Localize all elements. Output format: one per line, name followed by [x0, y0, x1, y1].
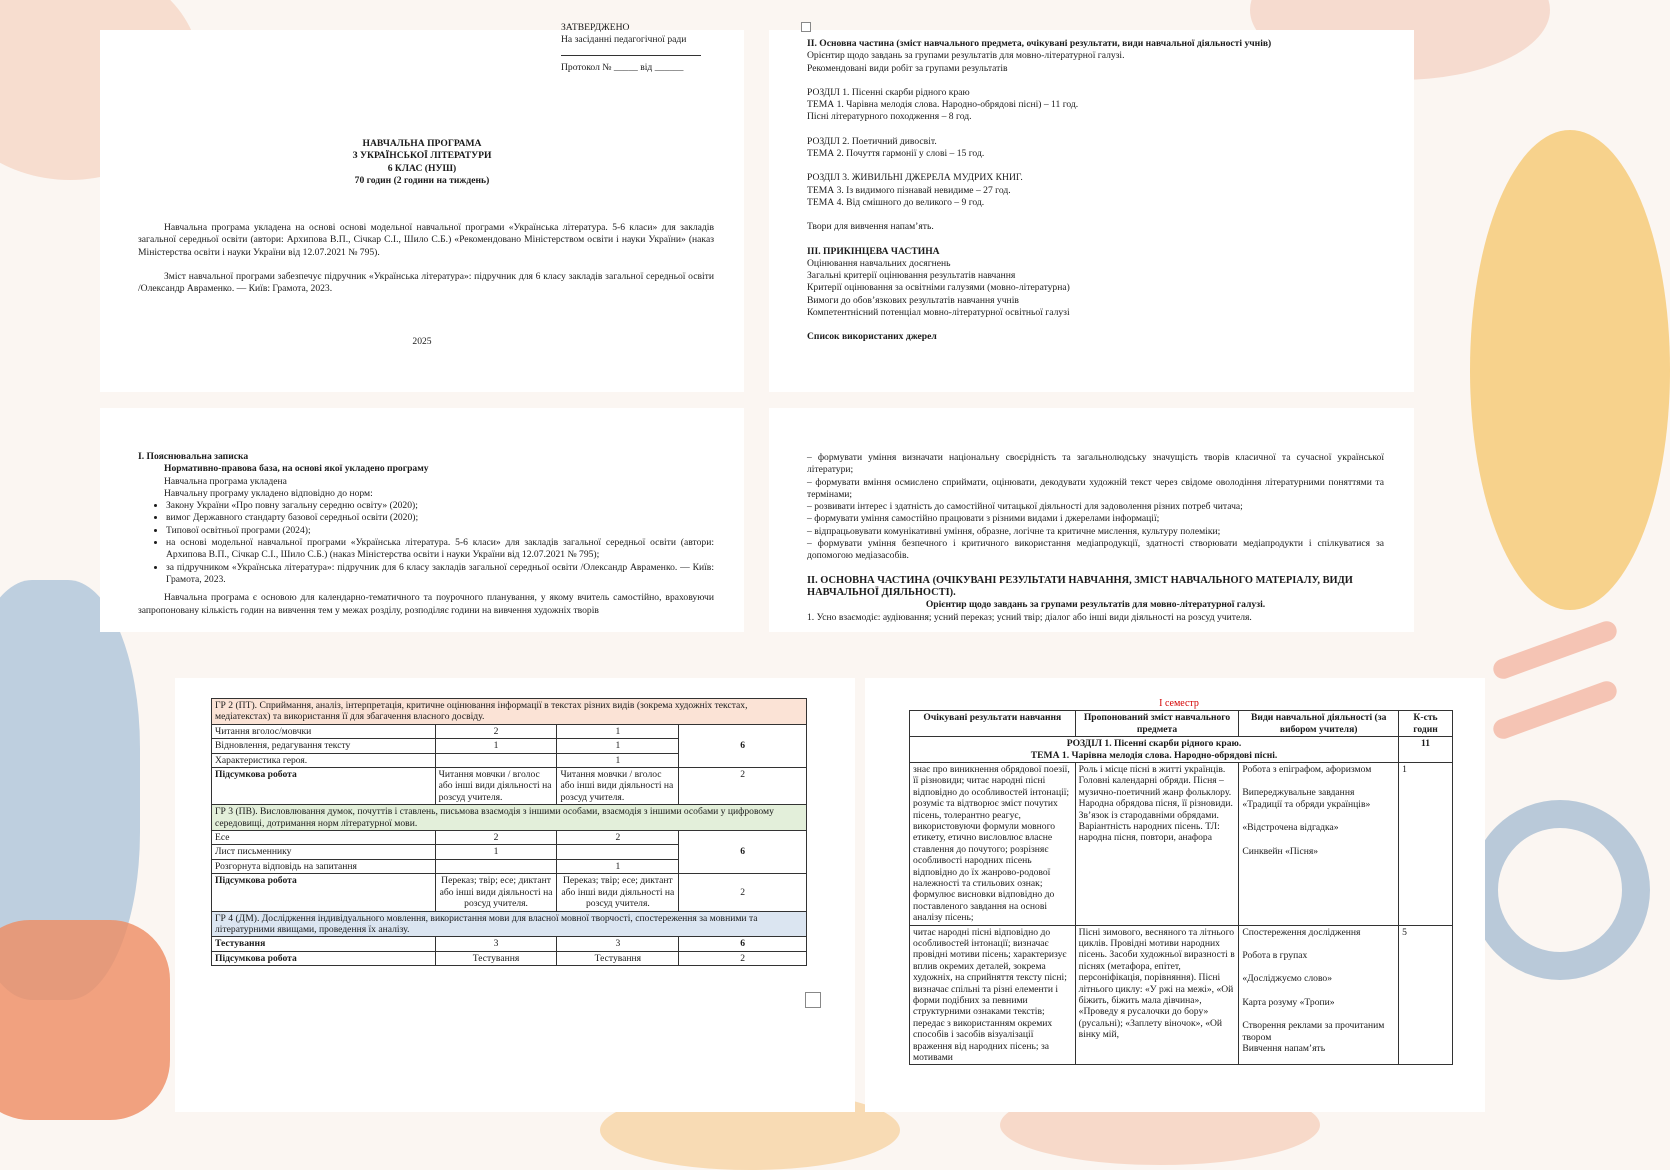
activity-item: «Досліджуємо слово» — [1242, 973, 1333, 985]
content-cell: Роль і місце пісні в житті українців. Головні календарні обряди. Пісня – музично-поетичний жанр фольклору. Народна обрядова пісня, її різновиди. Зв’язок із стародавніми обрядами. Варіантність народних пісень. ТЛ: народна пісня, повтори, анафора — [1075, 762, 1239, 925]
decor-orange-blob — [1470, 130, 1670, 610]
table-cell: 1 — [557, 739, 679, 753]
semester-table — [909, 710, 1453, 1065]
group-4-description: ГР 4 (ДМ). Дослідження індивідуального мовлення, використання мови для власної мовної творчості, спостереження за мовними та літературними явищами, проведення їх аналізу. — [212, 911, 807, 937]
table-row — [212, 911, 807, 937]
contents-theme-1b: Пісні літературного походження – 8 год. — [807, 111, 972, 123]
intro-paragraph-1: Навчальна програма укладена на основі основі модельної навчальної програми «Українська література. 5-6 класи» для закладів загальної середньої освіти (автори: Архипова В.П., Січкар С.І., Шило С.Б.) «Рекомендовано Міністерством освіти і науки України» (наказ Міністерства освіти і науки України від 12.07.2021 № 795). — [138, 222, 714, 258]
hours-cell: 1 — [1399, 762, 1453, 925]
table-cell: Лист письменнику — [212, 845, 436, 859]
decor-stripe-peach — [1490, 618, 1619, 681]
note-bullet: • вимог Державного стандарту базової середньої освіти (2020); — [166, 512, 714, 524]
goal-item: – формувати уміння безпечного і критичного використання медіапродукції, здатності створювати медіапродукти і спілкуватися за допомогою медіазасобів. — [807, 538, 1384, 562]
hours-cell: 5 — [1399, 925, 1453, 1065]
stamp-council: На засіданні педагогічної ради — [561, 34, 687, 45]
column-header: Очікувані результати навчання — [910, 711, 1076, 737]
groups-table — [211, 698, 807, 966]
table-cell: 2 — [557, 831, 679, 845]
contents-works: Твори для вивчення напам’ять. — [807, 221, 934, 233]
table-cell: Есе — [212, 831, 436, 845]
document-page-contents — [769, 30, 1414, 392]
section-hours: 11 — [1399, 737, 1453, 763]
document-page-groups-table — [175, 678, 855, 1112]
group-3-description: ГР 3 (ПВ). Висловлювання думок, почуттів і ставлень, письмова взаємодія з іншими особами, взаємодія з іншими особами у цифровому середовищі, дотримання норм літературної мови. — [212, 805, 807, 831]
results-cell: знає про виникнення обрядової поезії, її різновиди; читає народні пісні відповідно до особливостей інтонації; розуміє та відтворює зміст почутих пісень, толерантно реагує, використовуючи формули мовного етикету, етично висловлює власне ставлення до почутого; розрізняє особливості народних пісень відповідно до їх жанрово-родової належності та стильових ознак; формулює висновки відповідно до поставленого завдання на основі аналізу пісень; — [910, 762, 1076, 925]
activity-item: Робота з епіграфом, афоризмом — [1242, 763, 1372, 775]
activity-item: Спостереження дослідження — [1242, 926, 1361, 938]
table-cell: Підсумкова робота — [212, 768, 436, 805]
goal-item: – розвивати інтерес і здатність до самостійної читацької діяльності для задоволення різних потреб читача; — [807, 501, 1243, 513]
semester-title: І семестр — [1159, 698, 1199, 709]
contents-theme-1: ТЕМА 1. Чарівна мелодія слова. Народно-обрядові пісні) – 11 год. — [807, 99, 1079, 111]
table-row — [212, 951, 807, 965]
table-cell-total: 6 — [679, 831, 807, 874]
contents-theme-2: ТЕМА 2. Почуття гармонії у слові – 15 год. — [807, 148, 985, 160]
table-row — [212, 699, 807, 725]
page-marker — [801, 22, 811, 32]
column-header: Пропонований зміст навчального предмета — [1075, 711, 1239, 737]
contents-sources: Список використаних джерел — [807, 331, 937, 343]
table-cell: Підсумкова робота — [212, 874, 436, 911]
table-cell — [435, 859, 557, 873]
note-bullet: • Закону України «Про повну загальну середню освіту» (2020); — [166, 500, 714, 512]
activity-item: Створення реклами за прочитаним твором — [1242, 1020, 1385, 1043]
table-cell: Переказ; твір; есе; диктант або інші види діяльності на розсуд учителя. — [557, 874, 679, 911]
document-page-title — [100, 22, 744, 392]
group-2-description: ГР 2 (ПТ). Сприймання, аналіз, інтерпретація, критичне оцінювання інформації в текстах різних видів (зокрема художніх текстах, медіатекстах) та використання її для збагачення власного досвіду. — [212, 699, 807, 725]
table-row — [212, 874, 807, 911]
table-cell: Підсумкова робота — [212, 951, 436, 965]
table-row — [910, 762, 1453, 925]
column-header: К-сть годин — [1399, 711, 1453, 737]
note-bullet: • Типової освітньої програми (2024); — [166, 525, 714, 537]
stamp-approved: ЗАТВЕРДЖЕНО — [561, 22, 630, 33]
goal-item: – формувати вміння осмислено сприймати, оцінювати, декодувати художній текст через свідоме оволодіння літературними поняттями та термінами; — [807, 476, 1384, 500]
activity-item: Випереджувальне завдання «Традиції та обряди українців» — [1242, 787, 1371, 810]
table-cell: Переказ; твір; есе; диктант або інші види діяльності на розсуд учителя. — [435, 874, 557, 911]
goal-item: – відпрацьовувати комунікативні уміння, образне, логічне та критичне мислення, культуру полеміки; — [807, 525, 1221, 537]
program-title: НАВЧАЛЬНА ПРОГРАМА — [362, 138, 482, 149]
intro-paragraph-2: Зміст навчальної програми забезпечує підручник «Українська література»: підручник для 6 класу закладів загальної середньої освіти /Олександр Авраменко. — Київ: Грамота, 2023. — [138, 270, 714, 295]
program-hours: 70 годин (2 години на тиждень) — [354, 174, 490, 186]
decor-red-blob — [0, 920, 170, 1120]
table-cell: 1 — [557, 724, 679, 738]
contents-theme-3: ТЕМА 3. Із видимого пізнавай невидиме – 27 год. — [807, 184, 1011, 196]
table-cell-total: 6 — [679, 724, 807, 767]
table-resize-handle[interactable] — [805, 992, 821, 1008]
contents-section-2: РОЗДІЛ 2. Поетичний дивосвіт. — [807, 135, 937, 147]
table-cell: 3 — [435, 937, 557, 951]
table-row — [212, 768, 807, 805]
note-heading: I. Пояснювальна записка — [138, 451, 249, 462]
table-cell: 6 — [679, 937, 807, 951]
contents-line: Критерії оцінювання за освітніми галузями (мовно-літературна) — [807, 282, 1070, 294]
contents-line: Орієнтир щодо завдань за групами результатів для мовно-літературної галузі. — [807, 50, 1125, 62]
main-part-heading: II. ОСНОВНА ЧАСТИНА (ОЧІКУВАНІ РЕЗУЛЬТАТИ НАВЧАННЯ, ЗМІСТ НАВЧАЛЬНОГО МАТЕРІАЛУ, ВИДИ НАВЧАЛЬНОЇ ДІЯЛЬНОСТІ). — [807, 574, 1353, 598]
table-cell: 2 — [435, 831, 557, 845]
table-cell: 2 — [435, 724, 557, 738]
table-row — [910, 737, 1453, 763]
table-cell: Читання мовчки / вголос або інші види діяльності на розсуд учителя. — [435, 768, 557, 805]
contents-line: Загальні критерії оцінювання результатів навчання — [807, 270, 1016, 282]
main-part-sub: Орієнтир щодо завдань за групами результатів для мовно-літературної галузі. — [925, 599, 1266, 611]
goal-item: – формувати уміння самостійно працювати з різними видами і джерелами інформації; — [807, 513, 1160, 525]
table-cell: 1 — [435, 845, 557, 859]
contents-theme-4: ТЕМА 4. Від смішного до великого – 9 год. — [807, 196, 985, 208]
table-cell: Розгорнута відповідь на запитання — [212, 859, 436, 873]
goal-item: – формувати уміння визначати національну своєрідність та загальнолюдську значущість творів класичної та сучасної української літератури; — [807, 452, 1384, 476]
stamp-protocol: Протокол № _____ від ______ — [561, 62, 684, 74]
table-row — [212, 831, 807, 845]
activity-item: Карта розуму «Тропи» — [1242, 996, 1335, 1008]
activities-cell — [1239, 762, 1399, 925]
table-cell: Тестування — [435, 951, 557, 965]
contents-line: Вимоги до обов’язкових результатів навчання учнів — [807, 294, 1019, 306]
contents-line: Оцінювання навчальних досягнень — [807, 257, 951, 269]
table-row — [910, 925, 1453, 1065]
table-cell: 1 — [557, 859, 679, 873]
program-year: 2025 — [412, 336, 432, 347]
document-page-goals — [769, 408, 1414, 632]
document-page-semester-plan — [865, 678, 1485, 1112]
table-header-row — [910, 711, 1453, 737]
contents-heading: II. Основна частина (зміст навчального предмета, очікувані результати, види навчальної діяльності учнів) — [807, 38, 1272, 49]
table-cell: 1 — [435, 739, 557, 753]
contents-line: Компетентнісний потенціал мовно-літературної освітньої галузі — [807, 307, 1070, 319]
table-cell — [435, 753, 557, 767]
note-line: Навчальна програма укладена — [164, 475, 287, 487]
decor-arch-blue — [1470, 800, 1650, 980]
decor-stripe-peach-2 — [1490, 678, 1619, 741]
main-part-line: 1. Усно взаємодіє: аудіювання; усний переказ; усний твір; діалог або інші види діяльності на розсуд учителя. — [807, 611, 1252, 623]
activity-item: Вивчення напам’ять — [1242, 1043, 1326, 1055]
table-cell: Тестування — [557, 951, 679, 965]
program-subject: З УКРАЇНСЬКОЇ ЛІТЕРАТУРИ — [352, 150, 492, 162]
section-title: РОЗДІЛ 1. Пісенні скарби рідного краю. — [1066, 738, 1242, 750]
table-row — [212, 937, 807, 951]
document-page-explanatory-note — [100, 408, 744, 632]
activity-item: Робота в групах — [1242, 950, 1308, 962]
results-cell: читає народні пісні відповідно до особливостей інтонації; визначає провідні мотиви пісень; характеризує вплив окремих деталей, зокрема художніх, на сприйняття тексту пісні; визначає спільні та різні елементи і форми подібних за певними структурними ознаками текстів; передає з використанням окремих способів і засобів візуалізації враження від народних пісень; за мотивами — [910, 925, 1076, 1065]
table-cell: Тестування — [212, 937, 436, 951]
contents-line: Рекомендовані види робіт за групами результатів — [807, 62, 1008, 74]
activities-cell — [1239, 925, 1399, 1065]
contents-final-heading: III. ПРИКІНЦЕВА ЧАСТИНА — [807, 245, 940, 257]
note-subheading: Нормативно-правова база, на основі якої укладено програму — [164, 463, 429, 475]
contents-section-1: РОЗДІЛ 1. Пісенні скарби рідного краю — [807, 86, 970, 98]
table-cell: 1 — [557, 753, 679, 767]
table-cell: 2 — [679, 951, 807, 965]
content-cell: Пісні зимового, весняного та літнього циклів. Провідні мотиви народних пісень. Засоби художньої виразності в піснях (метафора, епітет, персоніфікація, порівняння). Пісні літнього циклу: «У ржі на межі», «Ой біжить, біжить мала дівчина», «Проведу я русалочки до бору» (русальні); «Заплету віночок», «Ой вінку мій, — [1075, 925, 1239, 1065]
table-cell: 2 — [679, 874, 807, 911]
note-bullets — [166, 500, 714, 586]
contents-section-3: РОЗДІЛ 3. ЖИВИЛЬНІ ДЖЕРЕЛА МУДРИХ КНИГ. — [807, 172, 1023, 184]
table-cell: 2 — [679, 768, 807, 805]
program-grade: 6 КЛАС (НУШ) — [387, 162, 457, 174]
table-cell: Характеристика героя. — [212, 753, 436, 767]
activity-item: Синквейн «Пісня» — [1242, 845, 1319, 857]
activity-item: «Відстрочена відгадка» — [1242, 822, 1339, 834]
table-cell: Відновлення, редагування тексту — [212, 739, 436, 753]
note-paragraph: Навчальна програма є основою для календарно-тематичного та поурочного планування, у якому вчитель самостійно, враховуючи запропоновану кількість годин на вивчення тем у межах розділу, розподіляє години на вивчення художніх творів — [138, 592, 714, 616]
table-cell: Читання вголос/мовчки — [212, 724, 436, 738]
note-bullet: • на основі модельної навчальної програми «Українська література. 5-6 класи» для закладів загальної середньої освіти (автори: Архипова В.П., Січкар С.І., Шило С.Б.) (наказ Міністерства освіти і науки України від 12.07.2021 № 795); — [166, 537, 714, 562]
table-cell: 3 — [557, 937, 679, 951]
column-header: Види навчальної діяльності (за вибором учителя) — [1239, 711, 1399, 737]
note-line: Навчальну програму укладено відповідно до норм: — [164, 487, 373, 499]
theme-title: ТЕМА 1. Чарівна мелодія слова. Народно-обрядові пісні. — [1030, 749, 1278, 761]
table-cell — [557, 845, 679, 859]
note-bullet: • за підручником «Українська література»: підручник для 6 класу закладів загальної середньої освіти /Олександр Авраменко. — Київ: Грамота, 2023. — [166, 562, 714, 587]
table-row — [212, 805, 807, 831]
table-row — [212, 724, 807, 738]
table-cell: Читання мовчки / вголос або інші види діяльності на розсуд учителя. — [557, 768, 679, 805]
